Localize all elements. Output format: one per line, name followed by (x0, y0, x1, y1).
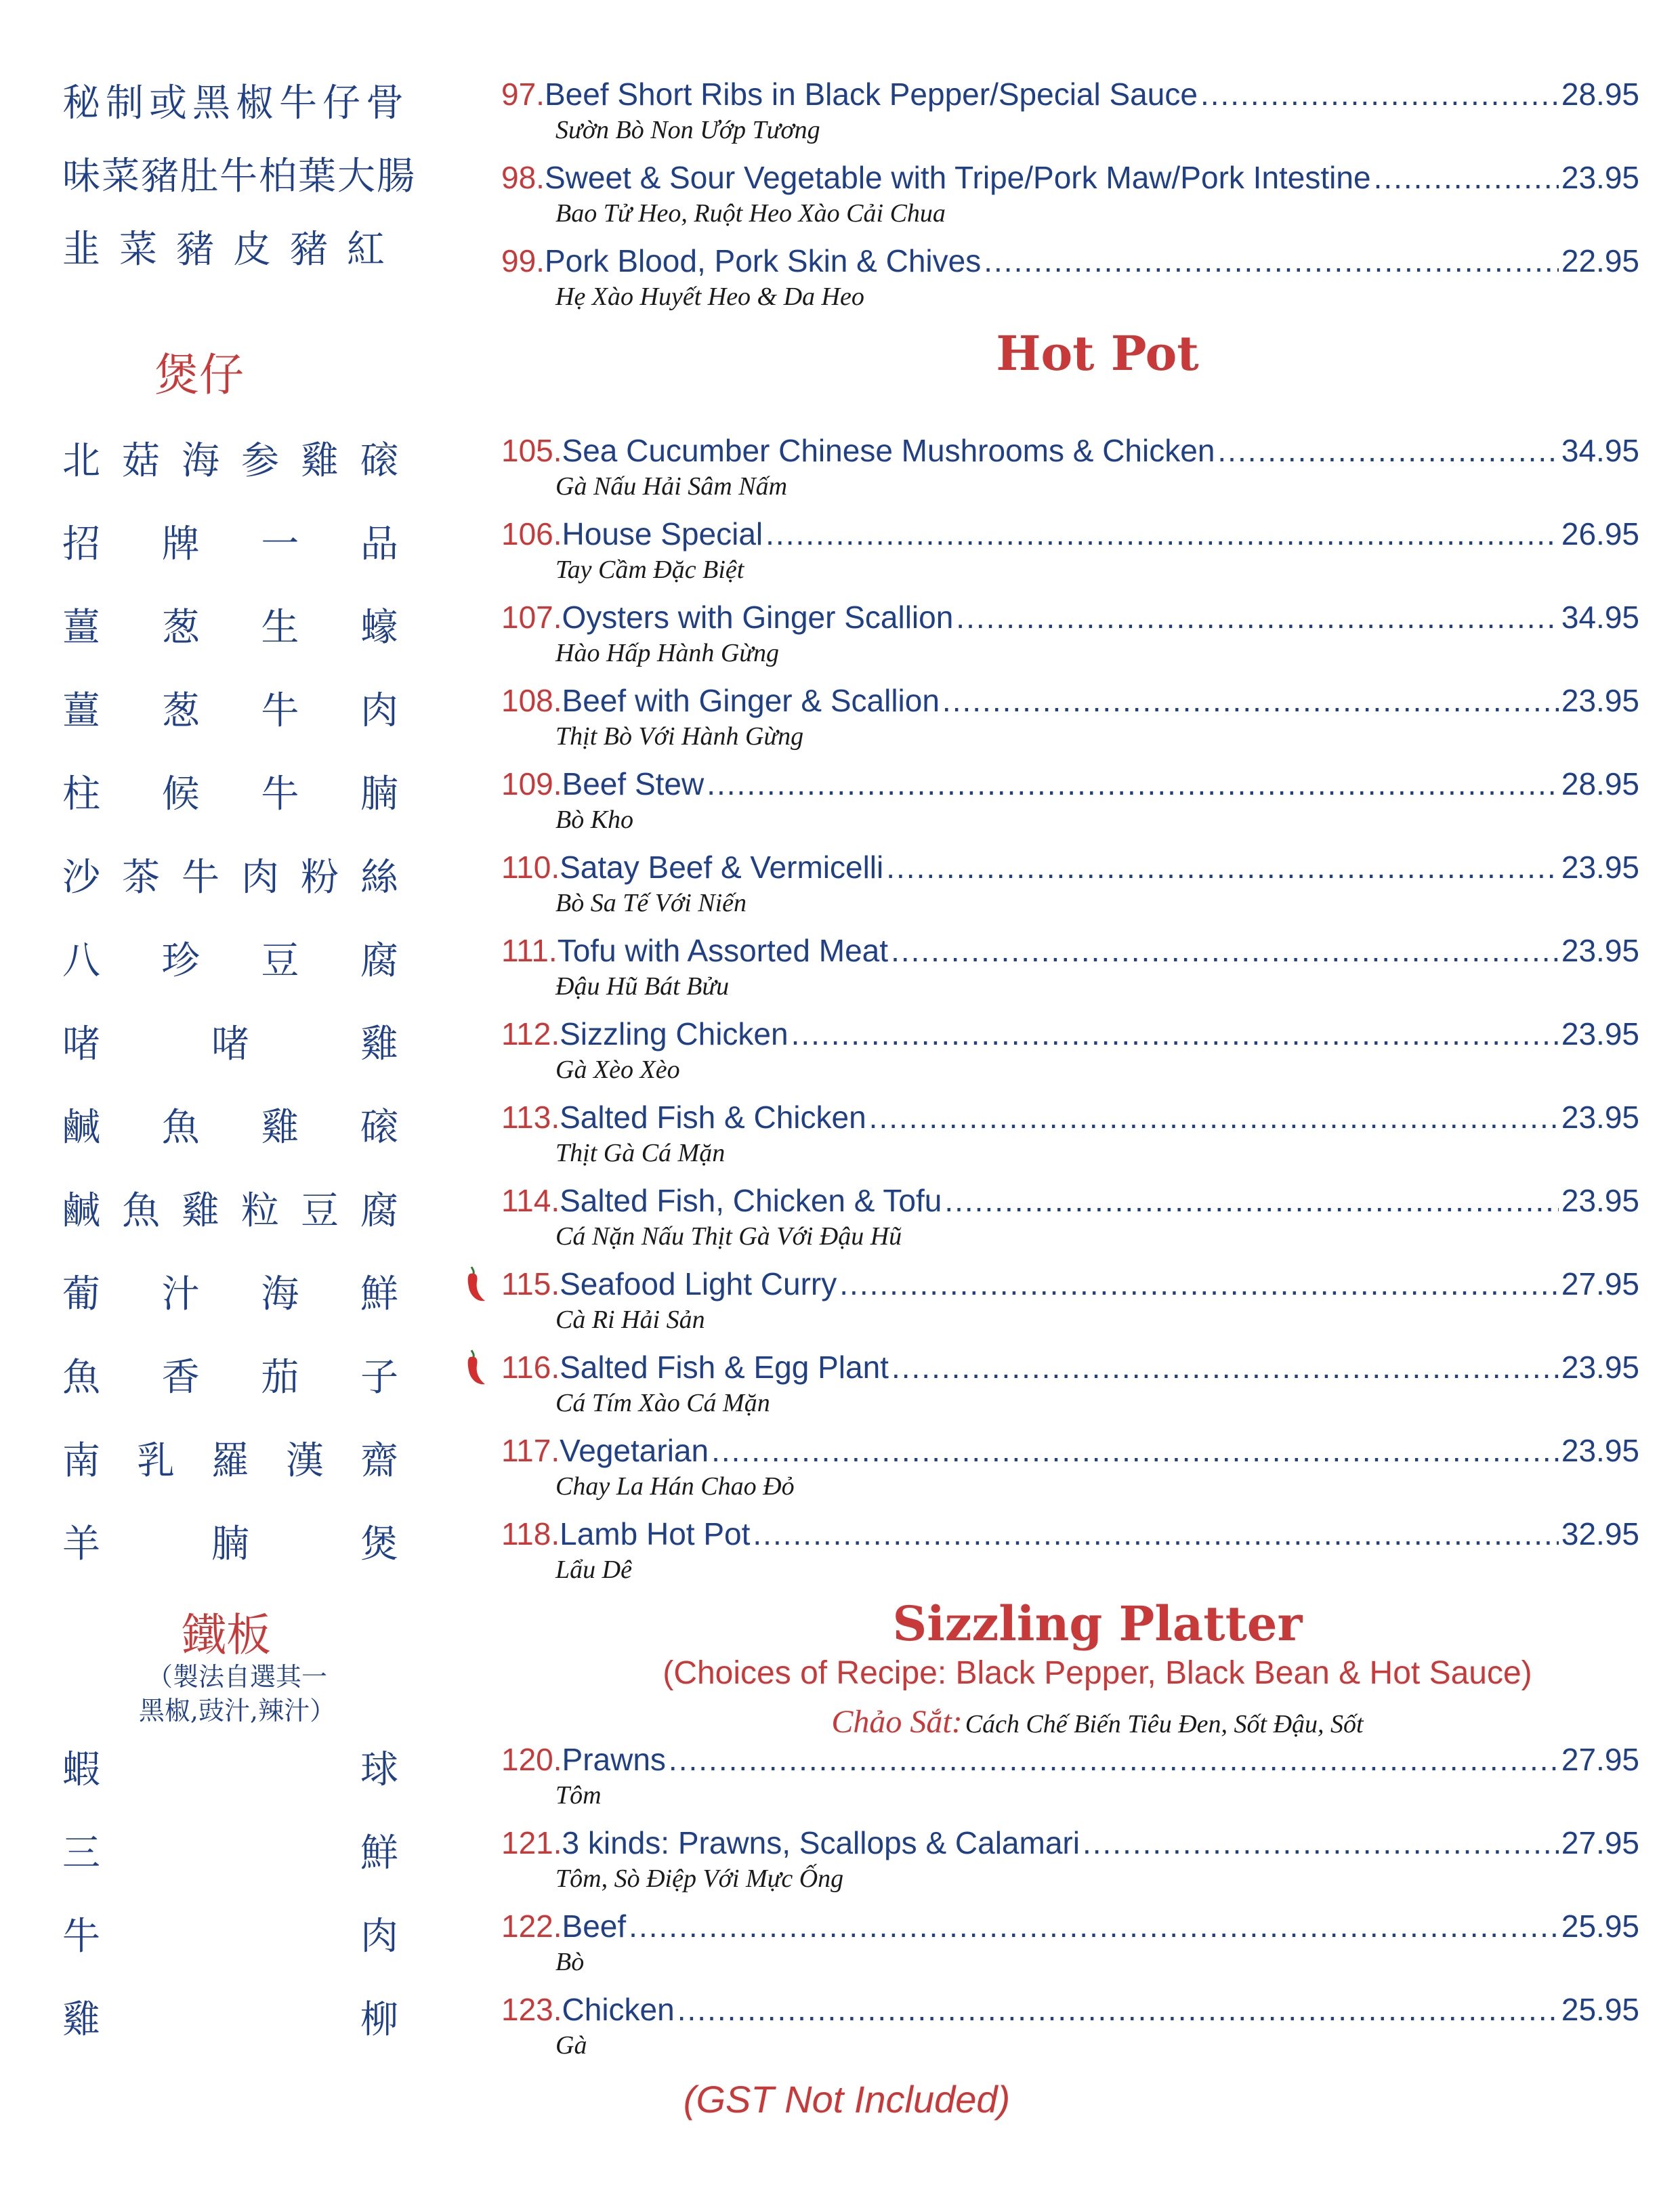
item-number: 107. (501, 600, 562, 635)
item-price: 27.95 (1561, 1742, 1639, 1777)
item-name: Beef (562, 1909, 627, 1944)
dot-leader (891, 1346, 1559, 1388)
item-vietnamese-name: Sườn Bò Non Ướp Tương (555, 116, 820, 144)
cn-char: 雞 (182, 1189, 219, 1233)
cn-dish-line (62, 1431, 398, 1485)
sizzling-platter-viet-line (610, 1703, 1585, 1740)
dot-leader (765, 513, 1559, 555)
cn-char: 薑 (62, 689, 100, 733)
menu-item-line (501, 430, 1639, 472)
dot-leader (942, 680, 1559, 722)
cn-char: 八 (62, 939, 100, 983)
cn-char: 葡 (62, 1272, 100, 1316)
dot-leader (1200, 73, 1559, 115)
item-vietnamese-name: Cà Ri Hải Sản (555, 1306, 705, 1334)
item-name: Seafood Light Curry (560, 1266, 837, 1301)
item-name: Prawns (562, 1742, 666, 1777)
item-name: Salted Fish & Egg Plant (560, 1350, 889, 1385)
cn-char: 豆 (301, 1189, 339, 1233)
dot-leader (669, 1738, 1559, 1780)
menu-item (501, 1822, 1639, 1894)
cn-char: 球 (360, 1748, 398, 1792)
menu-item-line (501, 1513, 1639, 1555)
chili-pepper-icon (466, 1266, 486, 1304)
menu-item-line (501, 1180, 1639, 1222)
cn-char: 啫 (211, 1022, 249, 1066)
item-vietnamese-name: Gà Nấu Hải Sâm Nấm (555, 472, 788, 501)
menu-item-line (501, 1988, 1639, 2030)
dot-leader (886, 846, 1559, 888)
cn-dish-line (62, 1514, 398, 1568)
item-vietnamese-name: Tôm (555, 1781, 602, 1810)
menu-item-line (501, 596, 1639, 638)
item-number: 109. (501, 766, 562, 801)
cn-char: 肉 (360, 1915, 398, 1959)
item-name: Chicken (562, 1992, 675, 2027)
gst-note: (GST Not Included) (683, 2078, 1011, 2121)
cn-char: 羊 (62, 1522, 100, 1566)
cn-char: 牛 (261, 689, 299, 733)
item-price: 22.95 (1561, 243, 1639, 278)
menu-item-line (501, 930, 1639, 972)
item-price: 23.95 (1561, 683, 1639, 718)
menu-item (501, 73, 1639, 145)
cn-char: 肉 (241, 856, 279, 900)
item-vietnamese-name: Tay Cầm Đặc Biệt (555, 556, 744, 584)
item-vietnamese-name: Lẩu Dê (555, 1556, 632, 1584)
dot-leader (839, 1263, 1559, 1305)
cn-char: 一 (261, 522, 299, 566)
item-number: 115. (501, 1266, 560, 1301)
item-number: 112. (501, 1016, 560, 1051)
dot-leader (1217, 430, 1558, 472)
cn-char: 柳 (360, 1998, 398, 2042)
cn-dish-line (62, 598, 398, 652)
cn-dish-line (62, 1098, 398, 1152)
cn-char: 煲 (360, 1522, 398, 1566)
item-number: 110. (501, 850, 560, 885)
item-name: House Special (562, 516, 763, 551)
dot-leader (629, 1905, 1559, 1947)
item-name: Vegetarian (560, 1433, 709, 1468)
dot-leader (956, 596, 1559, 638)
item-vietnamese-name: Cá Nặn Nấu Thịt Gà Với Đậu Hũ (555, 1222, 902, 1251)
menu-item-line (501, 1430, 1639, 1472)
cn-char: 魚 (161, 1106, 200, 1150)
item-name: Sweet & Sour Vegetable with Tripe/Pork Maw/Pork Intestine (544, 160, 1371, 195)
item-vietnamese-name: Gà Xèo Xèo (555, 1056, 680, 1084)
cn-dish-line (62, 1823, 398, 1877)
item-number: 97. (501, 77, 545, 112)
cn-char: 漢 (286, 1439, 324, 1483)
cn-char: 磙 (360, 1106, 398, 1150)
cn-char: 柱 (62, 772, 100, 816)
dot-leader (1083, 1822, 1559, 1864)
item-price: 34.95 (1561, 433, 1639, 468)
cn-char: 肉 (360, 689, 398, 733)
chili-pepper-icon (466, 1349, 486, 1387)
cn-char: 腩 (211, 1522, 249, 1566)
item-number: 121. (501, 1825, 562, 1860)
menu-item (501, 1513, 1639, 1585)
cn-char: 乳 (137, 1439, 175, 1483)
item-vietnamese-name: Bò Sa Tế Với Niến (555, 889, 747, 917)
cn-char: 三 (62, 1831, 100, 1875)
cn-dish-line (62, 848, 398, 902)
cn-char: 粉 (301, 856, 339, 900)
menu-item-line (501, 157, 1639, 199)
sizzling-platter-title: Sizzling Platter (892, 1596, 1303, 1652)
cn-dish-line (62, 931, 398, 985)
cn-char: 牛 (62, 1915, 100, 1959)
cn-dish-line (62, 764, 398, 818)
cn-char: 茶 (122, 856, 160, 900)
cn-dish-line (62, 1906, 398, 1961)
cn-char: 牌 (161, 522, 200, 566)
cn-char: 茄 (261, 1356, 299, 1400)
item-number: 108. (501, 683, 562, 718)
sizzling-platter-viet-label: Chảo Sắt: (831, 1704, 963, 1740)
dot-leader (677, 1988, 1559, 2030)
cn-sizzling-note: （製法自選其一 黑椒,豉汁,辣汁） (138, 1662, 336, 1726)
cn-char: 参 (241, 439, 279, 483)
menu-item (501, 1988, 1639, 2060)
cn-char: 珍 (161, 939, 200, 983)
cn-dish-line (62, 1990, 398, 2044)
item-name: 3 kinds: Prawns, Scallops & Calamari (562, 1825, 1080, 1860)
sizzling-platter-subtitle: (Choices of Recipe: Black Pepper, Black Bean & Hot Sauce) (663, 1655, 1532, 1691)
item-vietnamese-name: Đậu Hũ Bát Bửu (555, 972, 730, 1001)
item-name: Beef Short Ribs in Black Pepper/Special Sauce (544, 77, 1198, 112)
cn-hotpot-heading: 煲仔 (154, 349, 244, 401)
item-vietnamese-name: Hẹ Xào Huyết Heo & Da Heo (555, 283, 864, 311)
dot-leader (869, 1096, 1559, 1138)
cn-char: 牛 (261, 772, 299, 816)
item-vietnamese-name: Gà (555, 2031, 587, 2060)
cn-char: 菇 (122, 439, 160, 483)
menu-item-line (501, 1905, 1639, 1947)
item-vietnamese-name: Cá Tím Xào Cá Mặn (555, 1389, 770, 1417)
menu-item-line (501, 1013, 1639, 1055)
menu-item-line (501, 846, 1639, 888)
menu-item-line (501, 240, 1639, 282)
item-number: 122. (501, 1909, 562, 1944)
menu-item-line (501, 73, 1639, 115)
cn-char: 鹹 (62, 1106, 100, 1150)
item-number: 117. (501, 1433, 560, 1468)
dot-leader (1374, 157, 1559, 199)
item-price: 34.95 (1561, 600, 1639, 635)
item-name: Satay Beef & Vermicelli (560, 850, 884, 885)
cn-char: 香 (161, 1356, 200, 1400)
item-name: Lamb Hot Pot (560, 1516, 751, 1551)
cn-char: 魚 (122, 1189, 160, 1233)
menu-item-line (501, 1346, 1639, 1388)
menu-item-line (501, 763, 1639, 805)
item-name: Sea Cucumber Chinese Mushrooms & Chicken (562, 433, 1215, 468)
menu-item (501, 1180, 1639, 1251)
cn-char: 汁 (161, 1272, 200, 1316)
cn-dish-line (62, 1181, 398, 1235)
item-price: 23.95 (1561, 1433, 1639, 1468)
cn-line-99: 韭菜豬皮豬紅 (62, 228, 404, 272)
cn-char: 沙 (62, 856, 100, 900)
cn-char: 雞 (301, 439, 339, 483)
cn-char: 羅 (211, 1439, 249, 1483)
item-number: 105. (501, 433, 562, 468)
item-number: 99. (501, 243, 545, 278)
item-name: Tofu with Assorted Meat (557, 933, 889, 968)
item-name: Salted Fish & Chicken (560, 1100, 866, 1135)
item-vietnamese-name: Bò (555, 1948, 585, 1976)
cn-char: 粒 (241, 1189, 279, 1233)
cn-dish-line (62, 514, 398, 568)
cn-char: 品 (360, 522, 398, 566)
item-number: 113. (501, 1100, 560, 1135)
cn-sizzling-heading: 鐵板 (182, 1609, 271, 1661)
item-price: 27.95 (1561, 1266, 1639, 1301)
cn-char: 南 (62, 1439, 100, 1483)
item-price: 23.95 (1561, 160, 1639, 195)
cn-char: 雞 (360, 1022, 398, 1066)
menu-item (501, 1096, 1639, 1168)
item-price: 28.95 (1561, 77, 1639, 112)
menu-item-line (501, 1822, 1639, 1864)
item-number: 123. (501, 1992, 562, 2027)
cn-char: 候 (161, 772, 200, 816)
cn-char: 雞 (62, 1998, 100, 2042)
cn-dish-line (62, 1740, 398, 1794)
item-price: 23.95 (1561, 933, 1639, 968)
item-number: 114. (501, 1183, 560, 1218)
cn-char: 鮮 (360, 1272, 398, 1316)
cn-char: 鮮 (360, 1831, 398, 1875)
item-vietnamese-name: Bao Tử Heo, Ruột Heo Xào Cải Chua (555, 199, 946, 228)
item-name: Sizzling Chicken (560, 1016, 789, 1051)
cn-dish-line (62, 1264, 398, 1318)
cn-char: 薑 (62, 606, 100, 650)
item-number: 98. (501, 160, 545, 195)
menu-item (501, 680, 1639, 751)
item-number: 118. (501, 1516, 560, 1551)
cn-dish-line (62, 431, 398, 485)
cn-char: 絲 (360, 856, 398, 900)
item-name: Salted Fish, Chicken & Tofu (560, 1183, 942, 1218)
menu-item (501, 1738, 1639, 1810)
cn-dish-line (62, 1014, 398, 1068)
cn-char: 北 (62, 439, 100, 483)
cn-char: 葱 (161, 606, 200, 650)
dot-leader (891, 930, 1559, 972)
menu-item (501, 846, 1639, 918)
item-price: 26.95 (1561, 516, 1639, 551)
item-name: Pork Blood, Pork Skin & Chives (544, 243, 982, 278)
sizzling-platter-viet-desc: Cách Chế Biến Tiêu Đen, Sốt Đậu, Sốt (965, 1710, 1364, 1738)
menu-item (501, 1263, 1639, 1335)
item-name: Oysters with Ginger Scallion (562, 600, 954, 635)
item-vietnamese-name: Chay La Hán Chao Đỏ (555, 1472, 795, 1501)
cn-dish-line (62, 681, 398, 735)
item-vietnamese-name: Hào Hấp Hành Gừng (555, 639, 779, 667)
menu-item (501, 513, 1639, 585)
item-price: 23.95 (1561, 1183, 1639, 1218)
item-price: 23.95 (1561, 1016, 1639, 1051)
menu-item (501, 157, 1639, 228)
item-number: 111. (501, 933, 558, 968)
item-number: 116. (501, 1350, 560, 1385)
item-price: 23.95 (1561, 850, 1639, 885)
cn-char: 齋 (360, 1439, 398, 1483)
item-number: 106. (501, 516, 562, 551)
item-price: 28.95 (1561, 766, 1639, 801)
cn-line-97: 秘制或黑椒牛仔骨 (62, 81, 409, 125)
menu-item (501, 430, 1639, 501)
cn-char: 啫 (62, 1022, 100, 1066)
cn-char: 牛 (182, 856, 219, 900)
cn-char: 招 (62, 522, 100, 566)
cn-char: 生 (261, 606, 299, 650)
menu-item (501, 763, 1639, 835)
dot-leader (944, 1180, 1559, 1222)
menu-item (501, 1905, 1639, 1977)
menu-item (501, 596, 1639, 668)
menu-item (501, 1013, 1639, 1085)
dot-leader (711, 1430, 1559, 1472)
menu-item-line (501, 1263, 1639, 1305)
cn-char: 海 (261, 1272, 299, 1316)
cn-char: 雞 (261, 1106, 299, 1150)
hot-pot-title: Hot Pot (996, 325, 1199, 381)
dot-leader (707, 763, 1559, 805)
cn-char: 腐 (360, 1189, 398, 1233)
menu-item-line (501, 513, 1639, 555)
item-vietnamese-name: Tôm, Sò Điệp Với Mực Ống (555, 1864, 844, 1893)
cn-char: 葱 (161, 689, 200, 733)
item-price: 32.95 (1561, 1516, 1639, 1551)
item-number: 120. (501, 1742, 562, 1777)
item-vietnamese-name: Thịt Gà Cá Mặn (555, 1139, 726, 1167)
cn-char: 磙 (360, 439, 398, 483)
item-price: 23.95 (1561, 1350, 1639, 1385)
dot-leader (791, 1013, 1559, 1055)
item-price: 27.95 (1561, 1825, 1639, 1860)
item-name: Beef with Ginger & Scallion (562, 683, 940, 718)
item-price: 23.95 (1561, 1100, 1639, 1135)
item-price: 25.95 (1561, 1909, 1639, 1944)
item-vietnamese-name: Thịt Bò Với Hành Gừng (555, 722, 804, 751)
cn-char: 海 (182, 439, 219, 483)
menu-item (501, 240, 1639, 312)
cn-char: 魚 (62, 1356, 100, 1400)
item-price: 25.95 (1561, 1992, 1639, 2027)
cn-line-98: 味菜豬肚牛柏葉大腸 (62, 154, 416, 199)
cn-char: 蠔 (360, 606, 398, 650)
dot-leader (753, 1513, 1558, 1555)
cn-char: 腐 (360, 939, 398, 983)
menu-item-line (501, 680, 1639, 722)
cn-char: 腩 (360, 772, 398, 816)
dot-leader (984, 240, 1559, 282)
menu-item-line (501, 1738, 1639, 1780)
menu-item (501, 930, 1639, 1001)
cn-dish-line (62, 1348, 398, 1402)
cn-char: 子 (360, 1356, 398, 1400)
menu-item (501, 1346, 1639, 1418)
cn-char: 鹹 (62, 1189, 100, 1233)
menu-item (501, 1430, 1639, 1501)
cn-char: 豆 (261, 939, 299, 983)
menu-item-line (501, 1096, 1639, 1138)
item-vietnamese-name: Bò Kho (555, 806, 634, 834)
item-name: Beef Stew (562, 766, 705, 801)
cn-char: 蝦 (62, 1748, 100, 1792)
